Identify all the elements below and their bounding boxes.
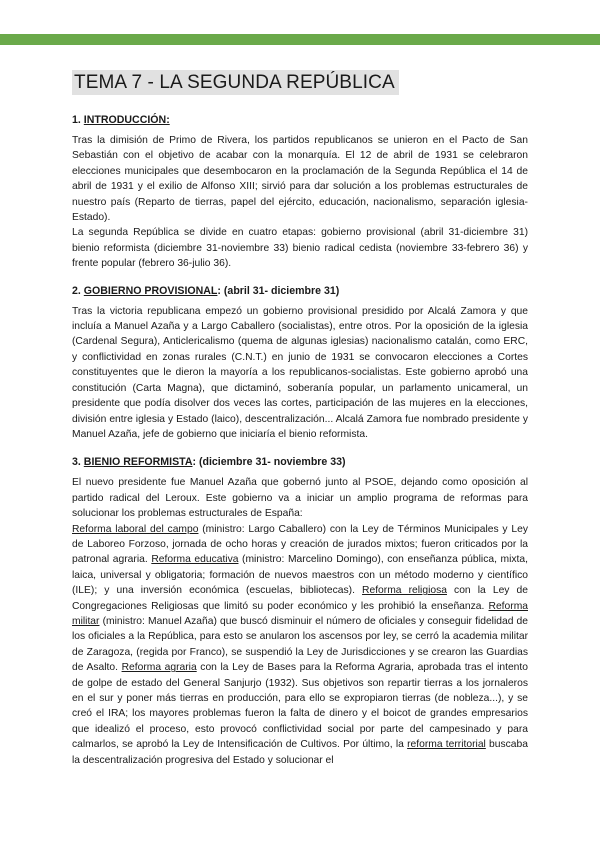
reform-label-territorial: reforma territorial [407, 739, 486, 751]
section-dates: : (abril 31- diciembre 31) [217, 284, 340, 297]
reform-text: con la Ley de Bases para la Reforma Agraria, aprobada tras el intento de golpe de estado del General Sanjurjo (1932). Sus objetivos son repartir tierras a los jornaleros en el sur y poner más tierras en producción, para ello se expropiaron tierras (de nobleza...), y se creó el IRA; los mayores problemas fueron la falta de dinero y el boicot de grandes empresarios que idealizó el proceso, esto provocó conflictividad social por parte del campesinado y para calmarlos, se aprobó la Ley de Intensificación de Cultivos. Por último, la [72, 662, 528, 751]
paragraph: Tras la victoria republicana empezó un gobierno provisional presidido por Alcalá Zamora y que incluía a Manuel Azaña y a Largo Caballero (socialistas), entre otros. Por la oposición de la iglesia (Cardenal Segura), Anticlericalismo (quema de algunas iglesias) nacionalismo catalán, como ERC, y conflictividad en zonas rurales (C.N.T.) en junio de 1931 se convocaron elecciones a Cortes constituyentes que le dieron la mayoría a los republicanos-socialistas. Este gobierno aprobó una constitución (Carta Magna), que dictaminó, soberanía popular, un parlamento unicameral, un presidente que podía disolver dos veces las cortes, participación de las mujeres en la elecciones, división entre iglesia y Estado (laico), descentralización... Alcalá Zamora fue nombrado presidente y Manuel Azaña, jefe de gobierno que iniciaría el bienio reformista. [72, 305, 528, 440]
reform-label-laboral: Reforma laboral del campo [72, 523, 199, 535]
paragraph: La segunda República se divide en cuatro etapas: gobierno provisional (abril 31-diciembre 31) bienio reformista (diciembre 31-noviembre 33) bienio radical cedista (noviembre 33-febrero 36) y frente popular (febrero 36-julio 36). [72, 227, 528, 270]
section-title: BIENIO REFORMISTA [83, 456, 193, 469]
reform-text: (ministro: Largo Caballero) con la Ley de Términos Municipales y Ley de Laboreo Forzoso, jornada de ocho horas y creación de jurados mixtos; fueron criticados por la patronal agraria. [72, 523, 528, 566]
section-heading-bienio-reformista [72, 455, 528, 469]
reform-text: con la Ley de Congregaciones Religiosas que limitó su poder económico y les prohibió la enseñanza. [72, 585, 528, 612]
page-title: TEMA 7 - LA SEGUNDA REPÚBLICA [72, 70, 399, 95]
reform-text: (ministro: Marcelino Domingo), con enseñanza pública, mixta, laica, universal y obligatoria; formación de nuevos maestros con un método moderno y científico (ILE); y una inversión económica (escuelas, bibliotecas). [72, 554, 528, 597]
top-accent-bar [0, 34, 600, 45]
reform-label-educativa: Reforma educativa [151, 554, 239, 566]
section-dates: : (diciembre 31- noviembre 33) [192, 456, 346, 469]
paragraph: El nuevo presidente fue Manuel Azaña que gobernó junto al PSOE, dejando como oposición al partido radical del Leroux. Este gobierno va a iniciar un amplio programa de reformas para solucionar los problemas estructurales de España: [72, 477, 528, 520]
section-title: INTRODUCCIÓN: [83, 114, 170, 126]
section-number: 2. [72, 284, 81, 297]
document-body [72, 70, 528, 768]
reforms-paragraph [72, 522, 528, 769]
paragraph: Tras la dimisión de Primo de Rivera, los partidos republicanos se unieron en el Pacto de San Sebastián con el objetivo de acabar con la monarquía. El 12 de abril de 1931 se celebraron elecciones municipales que desembocaron en la proclamación de la Segunda República el 14 de abril de 1931 y el exilio de Alfonso XIII; sirvió para dar solución a los problemas estructurales de nuestro país (Reparto de tierras, papel del ejército, educación, nacionalismo, separación iglesia-Estado). [72, 135, 528, 224]
section-title: GOBIERNO PROVISIONAL [83, 284, 218, 297]
reform-label-militar: Reforma militar [72, 600, 528, 627]
section-number: 1. [72, 114, 81, 126]
section-heading-introduccion [72, 113, 528, 127]
reform-text: (ministro: Manuel Azaña) que buscó disminuir el número de oficiales y conseguir fidelidad de los oficiales a la República, para esto se anularon los ascensos por ley, se cerró la academia militar de Zaragoza, (regida por Franco), se suspendió la Ley de Jurisdicciones y se crearon las Guardias de Asalto. [72, 615, 528, 674]
reform-label-religiosa: Reforma religiosa [362, 585, 447, 597]
reform-label-agraria: Reforma agraria [121, 662, 197, 674]
reform-text: buscaba la descentralización progresiva del Estado y solucionar el [72, 739, 528, 766]
section-heading-gobierno-provisional [72, 284, 528, 298]
section-number: 3. [72, 456, 81, 469]
